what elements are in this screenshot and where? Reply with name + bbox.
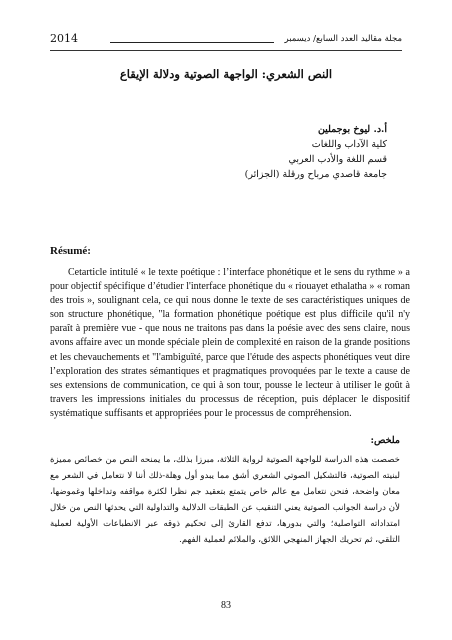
resume-heading: Résumé: xyxy=(50,245,91,257)
header-issue: العدد السابع/ ديسمبر xyxy=(284,34,358,44)
author-name: أ.د. ليوخ بوجملين xyxy=(317,124,387,135)
paper-title: النص الشعري: الواجهة الصوتية ودلالة الإيقاع xyxy=(119,67,333,81)
arabic-abstract-heading: ملخص: xyxy=(370,435,400,446)
running-header xyxy=(50,34,402,48)
page-number: 83 xyxy=(221,600,231,611)
journal-name: مجلة مقاليد xyxy=(360,34,402,44)
author-affiliation-faculty: كلية الآداب واللغات xyxy=(311,139,387,150)
header-underline xyxy=(50,50,402,51)
resume-text: Cetarticle intitulé « le texte poétique : l’interface phonétique et le sens du rythme » a pour objectif spécifique d’étudier l'interface phonétique du « riouayet ethalatha » « roman des trois », soulignant cela, ce qui nous donne le texte de ses caractéristiques uniques de son structure phonétique, "la formation phonétique poétique est plus difficile qu'il n'y paraît à première vue - que nous ne traitons pas dans la poésie avec des sens claire, nous avons affaire avec un monde spéciale plein de complexité en raison de la grande positions et les chevauchements et "l'ambiguïté, parce que l'étude des aspects phonétiques veut dire l’exploration des strates sémantiques et pragmatiques provoquées par le texte a cause de ses extensions de communication, ce qui à son tour, pousse le lecteur à utiliser le goût à travers les impressions initiales du processus de réception, puis déplacer le dispositif systématique suffisants et appropriées pour le processus de compréhension. xyxy=(50,267,410,419)
author-affiliation-department: قسم اللغة والأدب العربي xyxy=(288,154,387,165)
arabic-abstract-text: خصصت هذه الدراسة للواجهة الصوتية لرواية الثلاثة، مبرزا بذلك، ما يمنحه النص من خصائص مميزة لبنيته الصوتية، فالتشكيل الصوتي الشعري أشق مما يبدو أول وهلة-ذلك أننا لا نتعامل في الشعر مع معان واضحة، فنحن نتعامل مع عالم خاص يتمتع بتعقيد جم نظرا لكثرة مواقفه وتداخلها وغموضها، لأن دراسة الجوانب الصوتية يعني التنقيب عن الطبقات الدلالية والتداولية التي يحدثها النص من خلال امتداداته التواصلية؛ والتي بدورها، تدفع القارئ إلى تحكيم ذوقه عبر الانطباعات الأولية لعملية التلقي، ثم تحريك الجهاز المنهجي اللائق، والملائم لعملية الفهم. xyxy=(50,455,400,545)
header-year: 2014 xyxy=(50,32,78,45)
author-affiliation-university: جامعة قاصدي مرباح ورقلة (الجزائر) xyxy=(244,169,387,180)
author-block xyxy=(187,122,387,182)
header-rule xyxy=(110,42,274,43)
